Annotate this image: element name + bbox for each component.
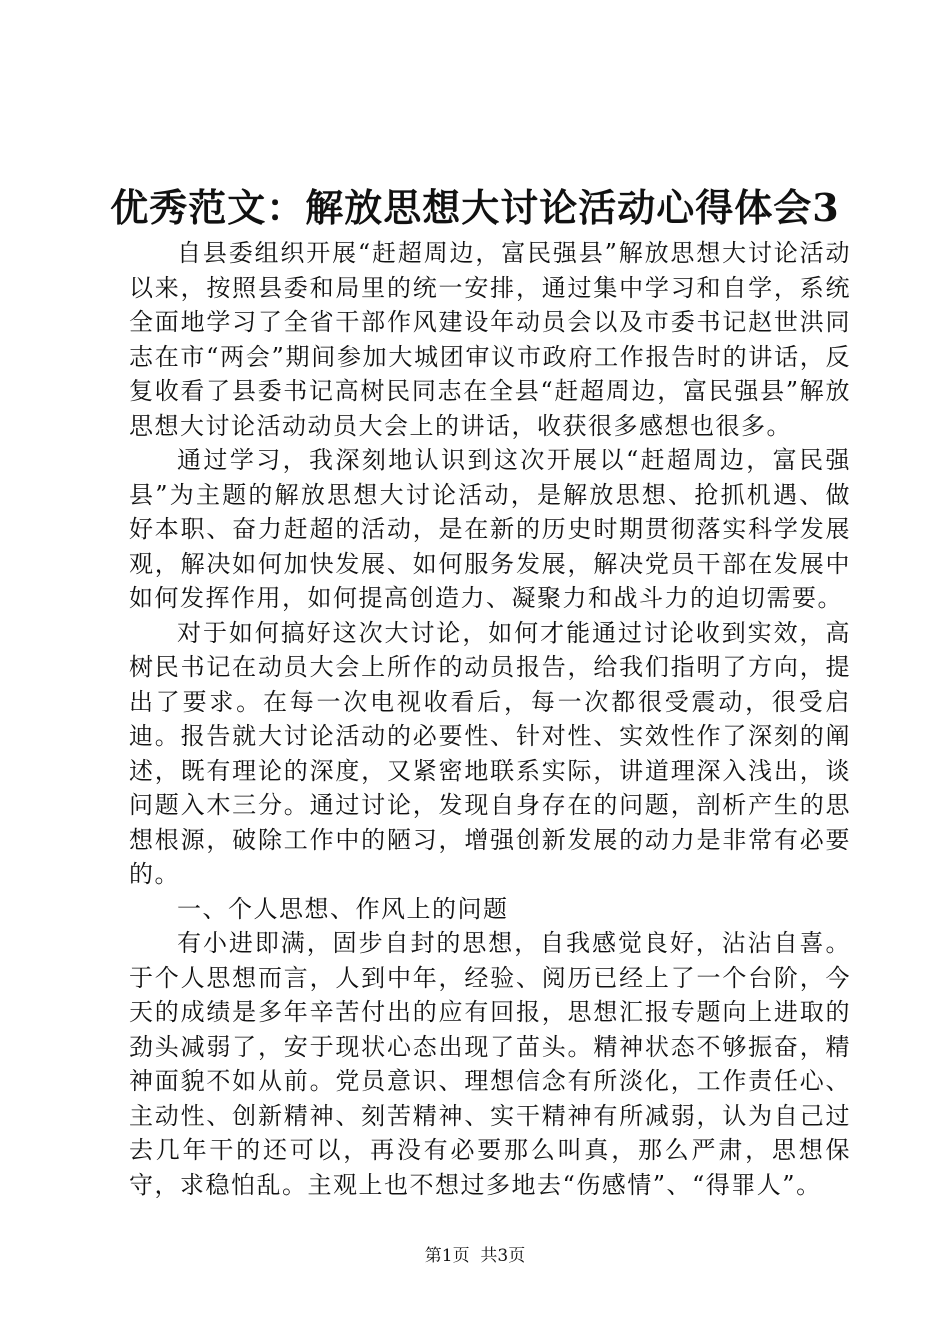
document-body: [129, 236, 851, 1202]
document-title: 优秀范文：解放思想大讨论活动心得体会3: [110, 185, 840, 230]
paragraph-personal-problems: 有小进即满，固步自封的思想，自我感觉良好，沾沾自喜。于个人思想而言，人到中年，经验、阅历已经上了一个台阶，今天的成绩是多年辛苦付出的应有回报，思想汇报专题向上进取的劲头减弱了，安于现状心态出现了苗头。精神状态不够振奋，精神面貌不如从前。党员意识、理想信念有所淡化，工作责任心、主动性、创新精神、刻苦精神、实干精神有所减弱，认为自己过去几年干的还可以，再没有必要那么叫真，那么严肃，思想保守，求稳怕乱。主观上也不想过多地去“伤感情”、“得罪人”。: [129, 929, 851, 1199]
paragraph-understanding: 通过学习，我深刻地认识到这次开展以“赶超周边，富民强县”为主题的解放思想大讨论活动，是解放思想、抢抓机遇、做好本职、奋力赶超的活动，是在新的历史时期贯彻落实科学发展观，解决如何加快发展、如何服务发展，解决党员干部在发展中如何发挥作用，如何提高创造力、凝聚力和战斗力的迫切需要。: [129, 446, 851, 612]
page-number-footer: 第1页 共3页: [424, 1246, 526, 1266]
section-heading: 一、个人思想、作风上的问题: [177, 894, 509, 923]
paragraph-report: 对于如何搞好这次大讨论，如何才能通过讨论收到实效，高树民书记在动员大会上所作的动员报告，给我们指明了方向，提出了要求。在每一次电视收看后，每一次都很受震动，很受启迪。报告就大讨论活动的必要性、针对性、实效性作了深刻的阐述，既有理论的深度，又紧密地联系实际，讲道理深入浅出，谈问题入木三分。通过讨论，发现自身存在的问题，剖析产生的思想根源，破除工作中的陋习，增强创新发展的动力是非常有必要的。: [129, 618, 851, 888]
paragraph-intro: 自县委组织开展“赶超周边，富民强县”解放思想大讨论活动以来，按照县委和局里的统一安排，通过集中学习和自学，系统全面地学习了全省干部作风建设年动员会以及市委书记赵世洪同志在市“两会”期间参加大城团审议市政府工作报告时的讲话，反复收看了县委书记高树民同志在全县“赶超周边，富民强县”解放思想大讨论活动动员大会上的讲话，收获很多感想也很多。: [129, 239, 851, 440]
